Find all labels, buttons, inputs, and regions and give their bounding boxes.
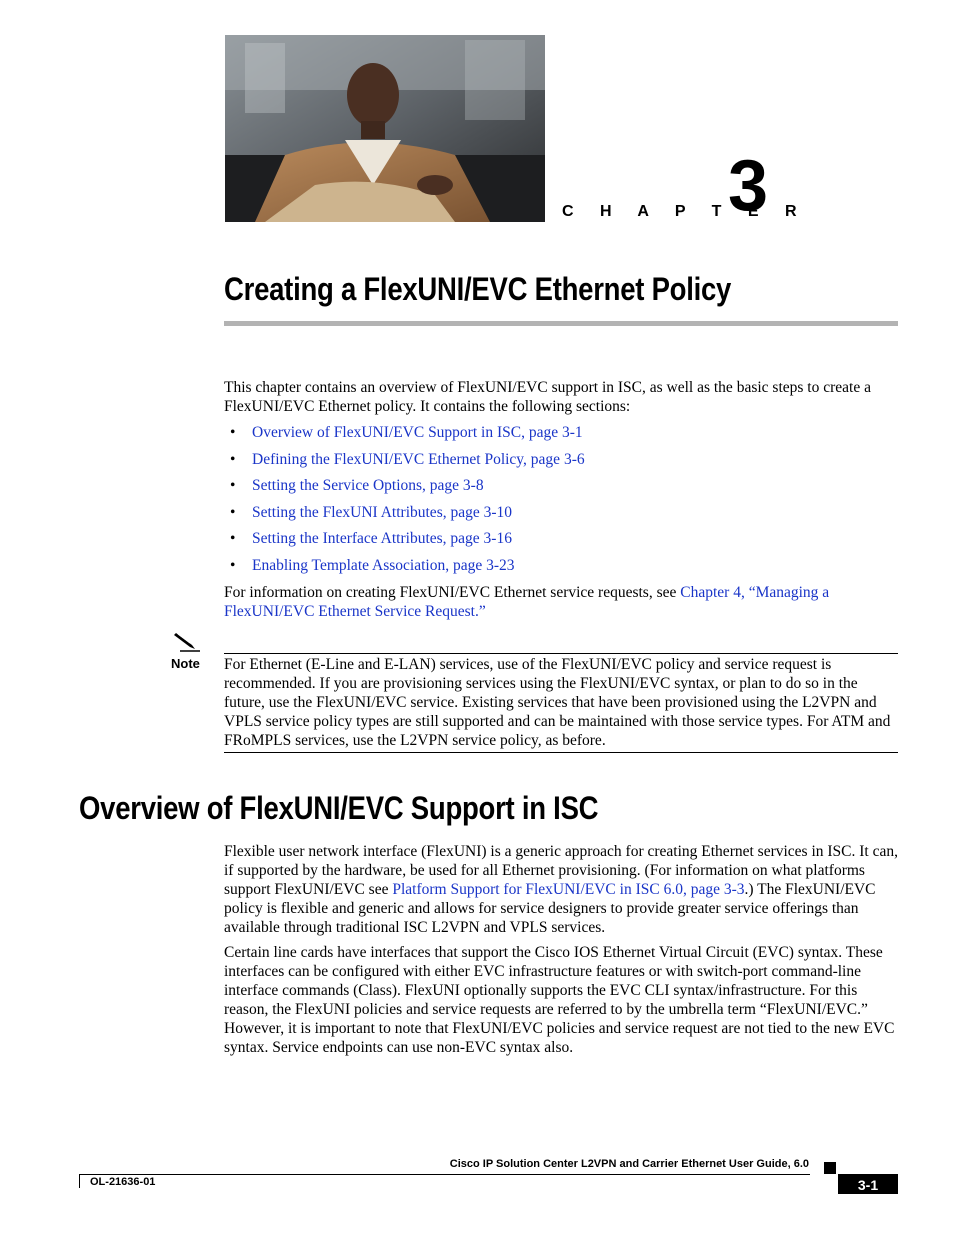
section-link[interactable]: Enabling Template Association, page 3-23 [252,556,515,574]
section-paragraph-1 [224,842,898,937]
bullet-icon: • [230,503,236,521]
list-item [230,450,585,477]
section-list [230,423,585,582]
list-item [230,423,585,450]
page-title: Creating a FlexUNI/EVC Ethernet Policy [224,271,732,307]
title-divider [224,321,898,326]
bullet-icon: • [230,477,236,494]
bullet-icon: • [230,450,236,468]
note-pencil-icon [172,630,202,652]
chapter-4-link[interactable]: Chapter 4, “Managing a FlexUNI/EVC Ethernet Service Request.” [224,584,830,620]
intro-paragraph: This chapter contains an overview of FlexUNI/EVC support in ISC, as well as the basic steps to create a FlexUNI/EVC Ethernet policy. It contains the following sections: [224,379,871,415]
bullet-icon: • [230,556,236,574]
footer-tick [79,1174,80,1188]
note-label: Note [171,656,200,671]
section-paragraph-2: Certain line cards have interfaces that support the Cisco IOS Ethernet Virtual Circuit (EVC) syntax. These interfaces can be configured with either EVC infrastructure features or with switch-port command-line interface commands (Class). FlexUNI optionally supports the EVC CLI syntax/infrastructure. For this reason, the FlexUNI policies and service requests are referred to by the umbrella term “FlexUNI/EVC.” However, it is important to note that FlexUNI/EVC policies and service request are not tied to the new EVC syntax. Service endpoints can use non-EVC syntax also. [224,944,895,1056]
list-item [230,503,585,530]
section-link[interactable]: Defining the FlexUNI/EVC Ethernet Policy, page 3-6 [252,450,585,468]
section-link[interactable]: Setting the FlexUNI Attributes, page 3-10 [252,503,513,521]
footer-doc-code: OL-21636-01 [90,1176,156,1188]
list-item [230,476,585,503]
info-paragraph [224,583,898,621]
chapter-photo [225,35,545,222]
footer-guide-title: Cisco IP Solution Center L2VPN and Carrier Ethernet User Guide, 6.0 [449,1158,809,1170]
note-bottom-rule [224,752,898,753]
section-link[interactable]: Overview of FlexUNI/EVC Support in ISC, page 3-1 [252,424,583,441]
info-text: For information on creating FlexUNI/EVC Ethernet service requests, see [224,584,681,601]
list-item [230,529,585,556]
footer-marker [824,1162,836,1174]
footer-rule [79,1174,810,1175]
section-link[interactable]: Setting the Service Options, page 3-8 [252,477,484,494]
bullet-icon: • [230,530,236,547]
note-top-rule [224,653,898,654]
chapter-label: C H A P T E R [562,203,808,220]
paragraph-text: .) The FlexUNI/EVC policy is flexible and generic and allows for service designers to provide greater service offerings than available through traditional ISC L2VPN and VPLS services. [224,881,876,936]
note-text: For Ethernet (E-Line and E-LAN) services, use of the FlexUNI/EVC policy and service request is recommended. If you are provisioning services using the FlexUNI/EVC syntax, or plan to do so in the future, use the FlexUNI/EVC service. Existing services that have been provisioned using the L2VPN and VPLS service policy types are still supported and can be maintained with those service types. For ATM and FRoMPLS services, use the L2VPN service policy, as before. [224,656,891,749]
section-heading: Overview of FlexUNI/EVC Support in ISC [79,790,599,826]
section-link[interactable]: Setting the Interface Attributes, page 3-16 [252,530,512,547]
list-item [230,556,585,583]
bullet-icon: • [230,424,236,441]
chapter-number: 3 [728,146,769,226]
page-number: 3-1 [838,1174,898,1194]
paragraph-text: Flexible user network interface (FlexUNI) is a generic approach for creating Ethernet services in ISC. It can, if supported by the hardware, be used for all Ethernet provisioning. (For information on what platforms support FlexUNI/EVC see [224,843,898,898]
platform-support-link[interactable]: Platform Support for FlexUNI/EVC in ISC 6.0, page 3-3 [392,881,745,898]
